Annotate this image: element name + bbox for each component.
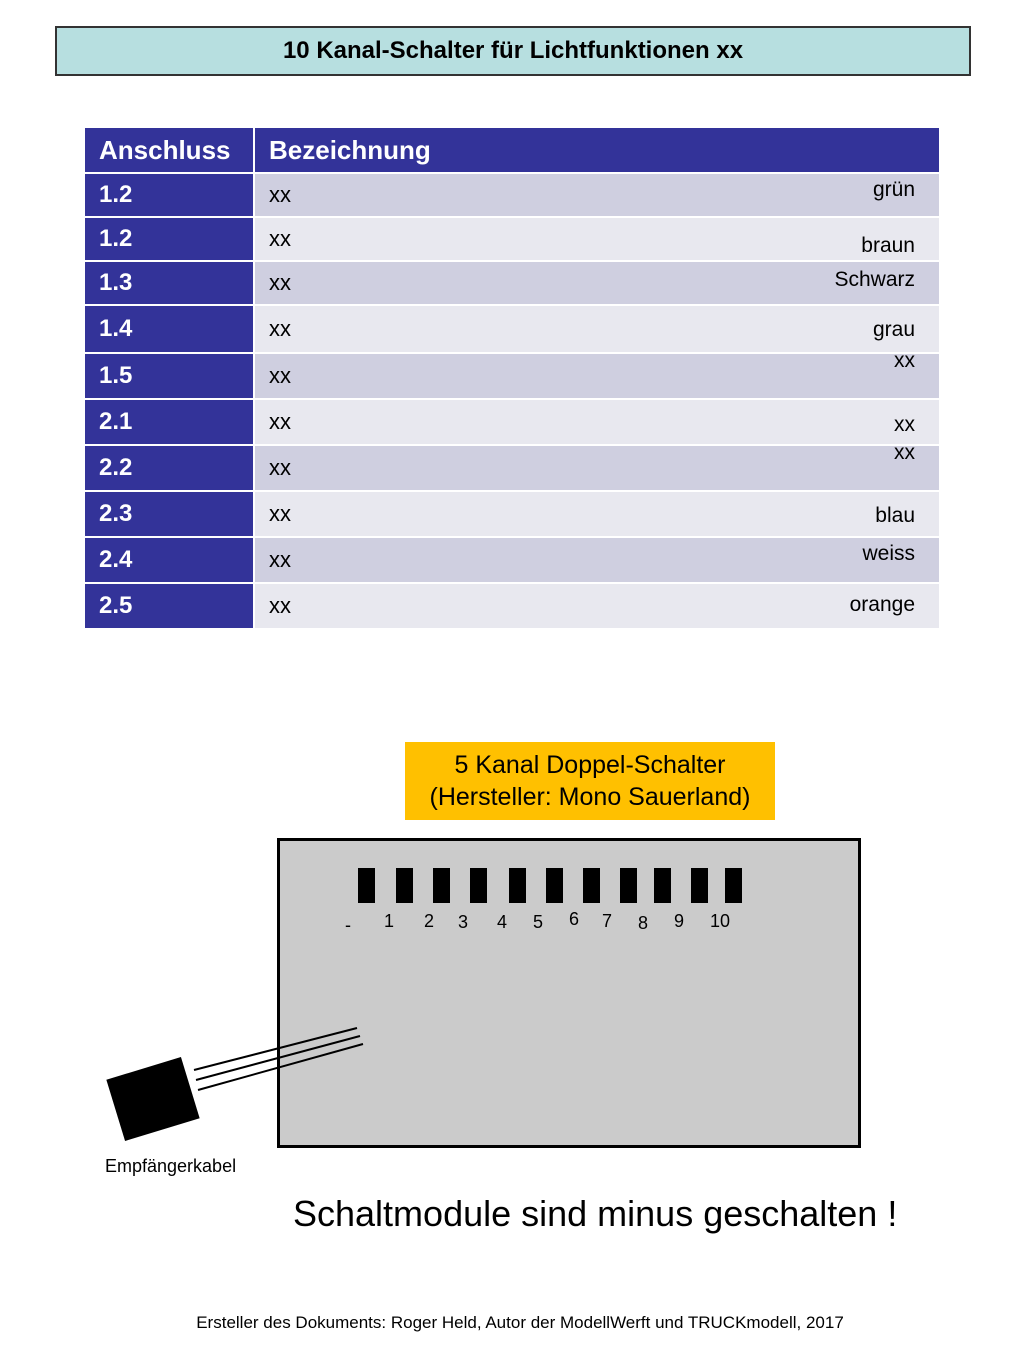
table-row [85,306,939,354]
supplier-line-1: 5 Kanal Doppel-Schalter [454,751,726,779]
cable-label: Empfängerkabel [105,1156,237,1176]
anschluss-cell: 1.4 [85,306,255,354]
receiver-plug [106,1057,199,1141]
bezeichnung-cell [255,441,939,492]
channel-table [85,128,939,630]
table-row [85,400,939,446]
pin-label: 6 [568,909,579,929]
note-text: Schaltmodule sind minus geschalten ! [293,1193,898,1234]
table-row [85,584,939,630]
anschluss-cell: 2.3 [85,492,255,538]
table-row [85,354,939,400]
switch-pin [620,868,637,903]
bezeichnung-text: xx [269,501,291,526]
pin-label: 7 [601,911,612,931]
supplier-box [405,742,775,820]
bezeichnung-text: xx [269,226,291,251]
bezeichnung-text: xx [269,409,291,434]
bezeichnung-text: xx [269,455,291,480]
switch-pin [509,868,526,903]
table-row [85,262,939,306]
table-row [85,174,939,218]
pin-label: 3 [457,912,468,932]
table-row [85,538,939,584]
pin-label: 2 [423,911,434,931]
bezeichnung-cell [255,400,939,446]
anschluss-cell: 1.2 [85,218,255,262]
anschluss-cell: 2.5 [85,584,255,630]
switch-board [277,838,861,1148]
switch-pin [546,868,563,903]
switch-pin [725,868,742,903]
bezeichnung-text: xx [269,363,291,388]
bezeichnung-text: xx [269,182,291,207]
footer-credit: Ersteller des Dokuments: Roger Held, Autor der ModellWerft und TRUCKmodell, 2017 [196,1313,844,1332]
bezeichnung-cell [255,538,939,584]
switch-pin [358,868,375,903]
switch-pin [654,868,671,903]
wire-color-label: grün [872,178,915,201]
switch-pin [433,868,450,903]
bezeichnung-text: xx [269,270,291,295]
anschluss-cell: 1.3 [85,262,255,306]
table-row [85,218,939,262]
anschluss-cell: 2.2 [85,446,255,492]
wire-color-label: weiss [862,542,915,565]
wire-color-label: xx [894,413,915,436]
bezeichnung-text: xx [269,547,291,572]
page-title: 10 Kanal-Schalter für Lichtfunktionen xx [55,26,971,76]
anschluss-cell: 2.4 [85,538,255,584]
pin-label: 10 [709,911,731,931]
table-header-row [85,128,939,174]
bezeichnung-cell [255,306,939,354]
wire-color-label: Schwarz [834,268,915,291]
pin-label: 4 [496,912,507,932]
pin-label: - [345,915,351,935]
bezeichnung-text: xx [269,593,291,618]
switch-pin [470,868,487,903]
anschluss-cell: 1.2 [85,174,255,218]
bezeichnung-cell [255,262,939,306]
pin-label: 5 [532,912,543,932]
wire-color-label: grau [872,318,915,341]
anschluss-cell: 1.5 [85,354,255,400]
supplier-line-2: (Hersteller: Mono Sauerland) [429,783,751,811]
table-row [85,492,939,538]
wire-color-label: xx [894,441,915,464]
pin-label: 9 [673,911,684,931]
switch-pin [396,868,413,903]
bezeichnung-cell [255,584,939,630]
column-header-bezeichnung: Bezeichnung [255,128,939,174]
anschluss-cell: 2.1 [85,400,255,446]
pin-label: 8 [637,913,648,933]
pin-label: 1 [383,911,394,931]
wire-color-label: blau [875,504,915,527]
switch-pin [583,868,600,903]
wire-color-label: orange [849,593,915,616]
wire-color-label: braun [861,234,915,257]
bezeichnung-cell [255,174,939,218]
switch-pin [691,868,708,903]
bezeichnung-cell [255,349,939,400]
column-header-anschluss: Anschluss [85,128,255,174]
bezeichnung-cell [255,218,939,262]
bezeichnung-cell [255,492,939,538]
bezeichnung-text: xx [269,316,291,341]
wire-color-label: xx [894,349,915,372]
table-row [85,446,939,492]
